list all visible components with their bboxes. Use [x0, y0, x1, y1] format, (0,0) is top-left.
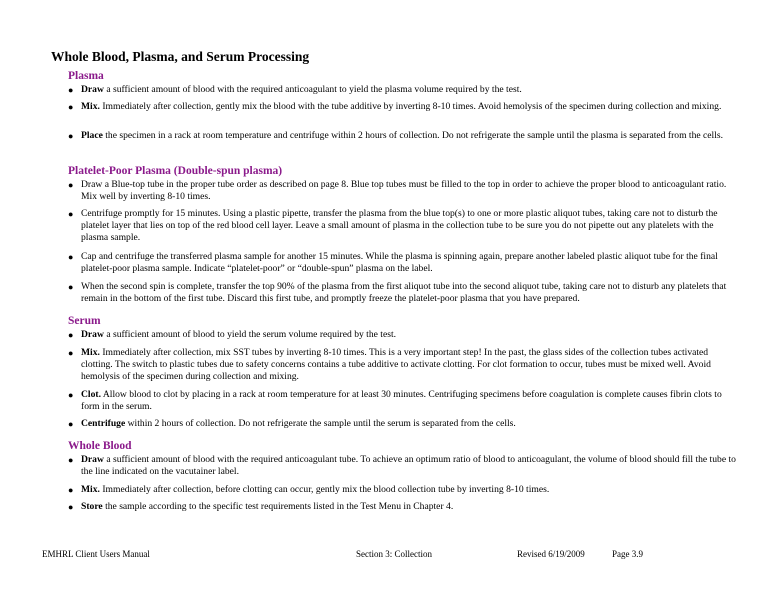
bullet-icon: ●: [68, 209, 74, 219]
bullet-icon: ●: [68, 252, 74, 262]
list-item: [68, 484, 738, 496]
bullet-icon: ●: [68, 485, 74, 495]
list-item: [68, 281, 738, 305]
item-text: a sufficient amount of blood with the required anticoagulant tube. To achieve an optimum ratio of blood to anticoagulant, the volume of blood should fill the tube to the line indicated on the vacutainer label.: [81, 454, 736, 477]
item-text: Immediately after collection, before clotting can occur, gently mix the blood collection tube by inverting 8-10 times.: [99, 484, 550, 495]
bullet-icon: ●: [68, 330, 74, 340]
list-item: [68, 84, 738, 96]
list-item: [68, 208, 738, 244]
footer-page-number: Page 3.9: [612, 549, 643, 559]
item-lead: Clot.: [81, 389, 101, 400]
item-text: Immediately after collection, gently mix the blood with the tube additive by inverting 8-10 times. Avoid hemolysis of the specimen during collection and mixing.: [99, 101, 722, 112]
item-text: Cap and centrifuge the transferred plasma sample for another 15 minutes. While the plasma is spinning again, prepare another labeled plastic aliquot tube for the final platelet-poor plasma sample. Indicate “platelet-poor” or “double-spun” plasma on the label.: [81, 251, 718, 274]
bullet-icon: ●: [68, 85, 74, 95]
item-lead: Draw: [81, 329, 104, 340]
bullet-icon: ●: [68, 102, 74, 112]
section-heading-ppp: Platelet-Poor Plasma (Double-spun plasma): [68, 165, 283, 177]
bullet-icon: ●: [68, 390, 74, 400]
list-item: [68, 418, 738, 430]
footer-section: Section 3: Collection: [356, 549, 432, 559]
footer-manual-name: EMHRL Client Users Manual: [42, 549, 150, 559]
item-text: Centrifuge promptly for 15 minutes. Using a plastic pipette, transfer the plasma from the blue top(s) to one or more plastic aliquot tubes, taking care not to disturb the platelet layer that lies on top of the red blood cell layer. Leave a small amount of plasma in the collection tube to be sure you do not pipette out any platelets with the plasma sample.: [81, 208, 718, 243]
bullet-icon: ●: [68, 419, 74, 429]
item-lead: Draw: [81, 454, 104, 465]
list-item: [68, 347, 738, 383]
item-text: within 2 hours of collection. Do not refrigerate the sample until the serum is separated from the cells.: [125, 418, 516, 429]
footer-revised-date: Revised 6/19/2009: [517, 549, 585, 559]
page-title: Whole Blood, Plasma, and Serum Processing: [51, 49, 310, 64]
item-lead: Centrifuge: [81, 418, 126, 429]
section-heading-plasma: Plasma: [68, 70, 104, 82]
bullet-icon: ●: [68, 348, 74, 358]
bullet-icon: ●: [68, 502, 74, 512]
list-item: [68, 389, 738, 413]
list-item: [68, 101, 738, 113]
list-item: [68, 130, 738, 142]
item-text: Immediately after collection, mix SST tubes by inverting 8-10 times. This is a very important step! In the past, the glass sides of the collection tubes activated clotting. The switch to plastic tubes due to safety concerns contains a tube additive to activate clotting. For clot formation to occur, tubes must be mixed well. Avoid hemolysis of the specimen during collection and mixing.: [81, 347, 711, 382]
item-text: When the second spin is complete, transfer the top 90% of the plasma from the first aliquot tube into the second aliquot tube, taking care not to disturb any platelets that remain in the bottom of the first tube. Discard this first tube, and promptly freeze the platelet-poor plasma that you have prepared.: [81, 281, 727, 304]
item-lead: Mix.: [81, 484, 100, 495]
item-lead: Mix.: [81, 347, 100, 358]
item-lead: Place: [81, 130, 103, 141]
list-item: [68, 454, 738, 478]
list-item: [68, 501, 738, 513]
item-text: the sample according to the specific test requirements listed in the Test Menu in Chapter 4.: [102, 501, 454, 512]
item-text: Allow blood to clot by placing in a rack at room temperature for at least 30 minutes. Centrifuging specimens before coagulation is complete causes fibrin clots to form in the serum.: [81, 389, 722, 412]
item-text: a sufficient amount of blood to yield the serum volume required by the test.: [103, 329, 397, 340]
bullet-icon: ●: [68, 455, 74, 465]
section-heading-serum: Serum: [68, 315, 101, 327]
list-item: [68, 251, 738, 275]
section-heading-whole-blood: Whole Blood: [68, 440, 132, 452]
bullet-icon: ●: [68, 282, 74, 292]
item-text: a sufficient amount of blood with the required anticoagulant to yield the plasma volume required by the test.: [103, 84, 522, 95]
bullet-icon: ●: [68, 131, 74, 141]
bullet-icon: ●: [68, 180, 74, 190]
list-item: [68, 179, 738, 203]
item-lead: Draw: [81, 84, 104, 95]
item-text: Draw a Blue-top tube in the proper tube order as described on page 8. Blue top tubes must be filled to the top in order to achieve the proper blood to anticoagulant ratio. Mix well by inverting 8-10 times.: [81, 179, 727, 202]
list-item: [68, 329, 738, 341]
item-text: the specimen in a rack at room temperature and centrifuge within 2 hours of collection. Do not refrigerate the sample until the plasma is separated from the cells.: [102, 130, 724, 141]
item-lead: Mix.: [81, 101, 100, 112]
item-lead: Store: [81, 501, 103, 512]
